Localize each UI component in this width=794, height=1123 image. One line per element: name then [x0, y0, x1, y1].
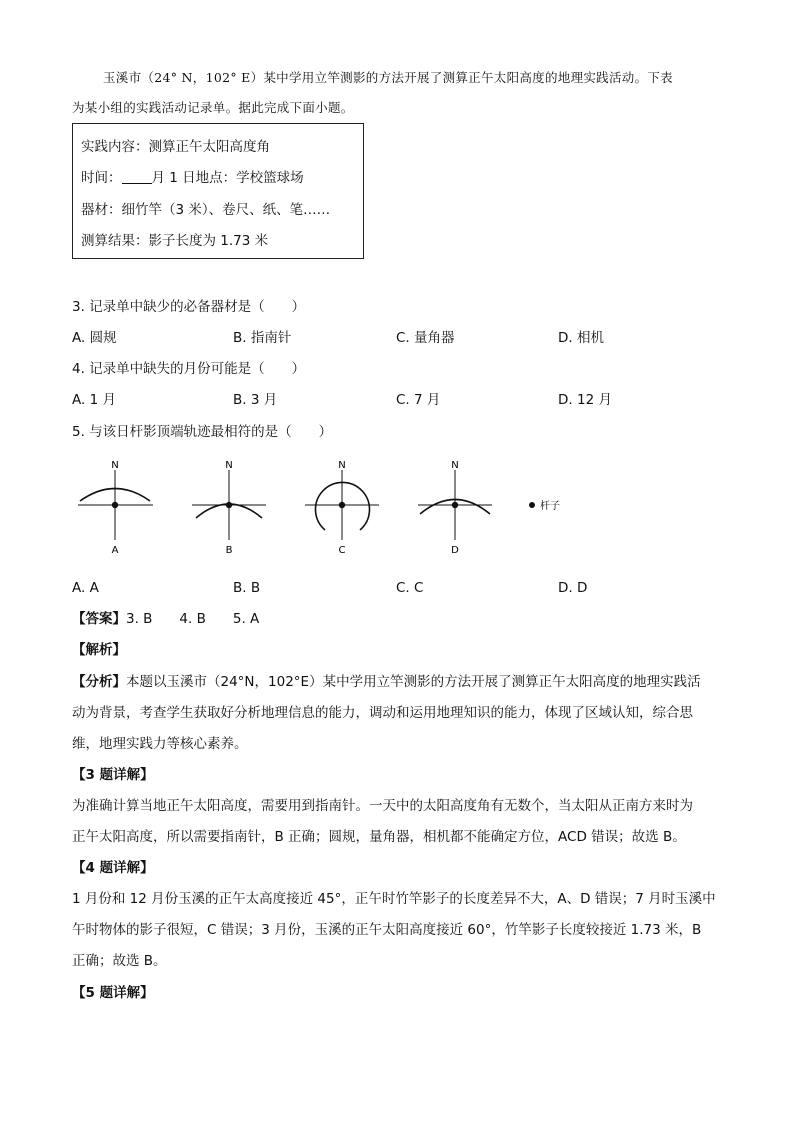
detail-3-line-1: 为准确计算当地正午太阳高度，需要用到指南针。一天中的太阳高度角有无数个，当太阳从正南方来时为 — [72, 798, 693, 814]
detail-3-line-2: 正午太阳高度，所以需要指南针，B 正确；圆规，量角器，相机都不能确定方位，ACD 错误；故选 B。 — [72, 829, 686, 845]
figure-a-pole-dot — [112, 502, 118, 508]
fenxi-tag: 【分析】 — [72, 674, 126, 690]
q3-option-c: C. 量角器 — [396, 330, 455, 346]
record-time-prefix: 时间： — [81, 170, 122, 186]
intro-line-2: 为某小组的实践活动记录单。据此完成下面小题。 — [72, 100, 354, 115]
detail-4-line-3: 正确；故选 B。 — [72, 953, 167, 969]
figure-a-north-label: N — [111, 460, 119, 471]
legend-pole-label: 杆子 — [540, 501, 560, 512]
figure-b — [192, 460, 266, 556]
q3-option-b: B. 指南针 — [233, 330, 292, 346]
detail-4-line-1: 1 月份和 12 月份玉溪的正午太高度接近 45°，正午时竹竿影子的长度差异不大，A、D 错误；7 月时玉溪中 — [72, 891, 716, 907]
figure-c-north-label: N — [338, 460, 346, 471]
figure-a-label: A — [111, 545, 119, 556]
q5-option-b: B. B — [233, 580, 261, 596]
answer-line — [72, 609, 259, 629]
record-time-suffix: 月 1 日地点：学校篮球场 — [151, 170, 304, 186]
figure-c-pole-dot — [339, 502, 345, 508]
figure-b-pole-dot — [226, 502, 232, 508]
intro-line-1: 玉溪市（24° N，102° E）某中学用立竿测影的方法开展了测算正午太阳高度的地理实践活动。下表 — [103, 70, 673, 85]
figure-a — [78, 460, 153, 556]
figure-d-pole-dot — [452, 502, 458, 508]
answer-tag: 【答案】 — [72, 611, 126, 627]
q4-option-d: D. 12 月 — [558, 392, 612, 408]
answer-text: 3. B 4. B 5. A — [126, 611, 260, 627]
legend-pole-dot — [529, 502, 535, 508]
fenxi-line-1 — [72, 672, 701, 692]
detail-5-tag: 【5 题详解】 — [72, 985, 154, 1001]
figure-d-label: D — [451, 545, 459, 556]
record-content: 实践内容：测算正午太阳高度角 — [81, 139, 270, 155]
q5-stem: 5. 与该日杆影顶端轨迹最相符的是（ ） — [72, 424, 333, 440]
q5-option-a: A. A — [72, 580, 99, 596]
q5-option-c: C. C — [396, 580, 424, 596]
figure-c — [305, 460, 379, 556]
q5-option-d: D. D — [558, 580, 588, 596]
q4-option-b: B. 3 月 — [233, 392, 278, 408]
figure-d-north-label: N — [451, 460, 459, 471]
q4-stem: 4. 记录单中缺失的月份可能是（ ） — [72, 361, 306, 377]
q4-option-a: A. 1 月 — [72, 392, 116, 408]
detail-3-tag: 【3 题详解】 — [72, 767, 154, 783]
analysis-tag: 【解析】 — [72, 642, 126, 658]
record-result: 测算结果：影子长度为 1.73 米 — [81, 233, 269, 249]
q3-stem: 3. 记录单中缺少的必备器材是（ ） — [72, 299, 306, 315]
q3-option-d: D. 相机 — [558, 330, 604, 346]
fenxi-line-2: 动为背景，考查学生获取好分析地理信息的能力，调动和运用地理知识的能力，体现了区域认知，综合思 — [72, 705, 693, 721]
fenxi-text-1: 本题以玉溪市（24°N，102°E）某中学用立竿测影的方法开展了测算正午太阳高度的地理实践活 — [126, 674, 701, 690]
figure-d — [418, 460, 492, 556]
q3-option-a: A. 圆规 — [72, 330, 117, 346]
figure-c-label: C — [338, 545, 346, 556]
figure-b-label: B — [225, 545, 233, 556]
detail-4-line-2: 午时物体的影子很短，C 错误；3 月份，玉溪的正午太阳高度接近 60°，竹竿影子长度较接近 1.73 米，B — [72, 922, 702, 938]
detail-4-tag: 【4 题详解】 — [72, 860, 154, 876]
record-equipment: 器材：细竹竿（3 米）、卷尺、纸、笔…… — [81, 202, 331, 218]
fenxi-line-3: 维，地理实践力等核心素养。 — [72, 736, 248, 752]
figure-legend — [529, 499, 560, 512]
q4-option-c: C. 7 月 — [396, 392, 441, 408]
figure-b-north-label: N — [225, 460, 233, 471]
